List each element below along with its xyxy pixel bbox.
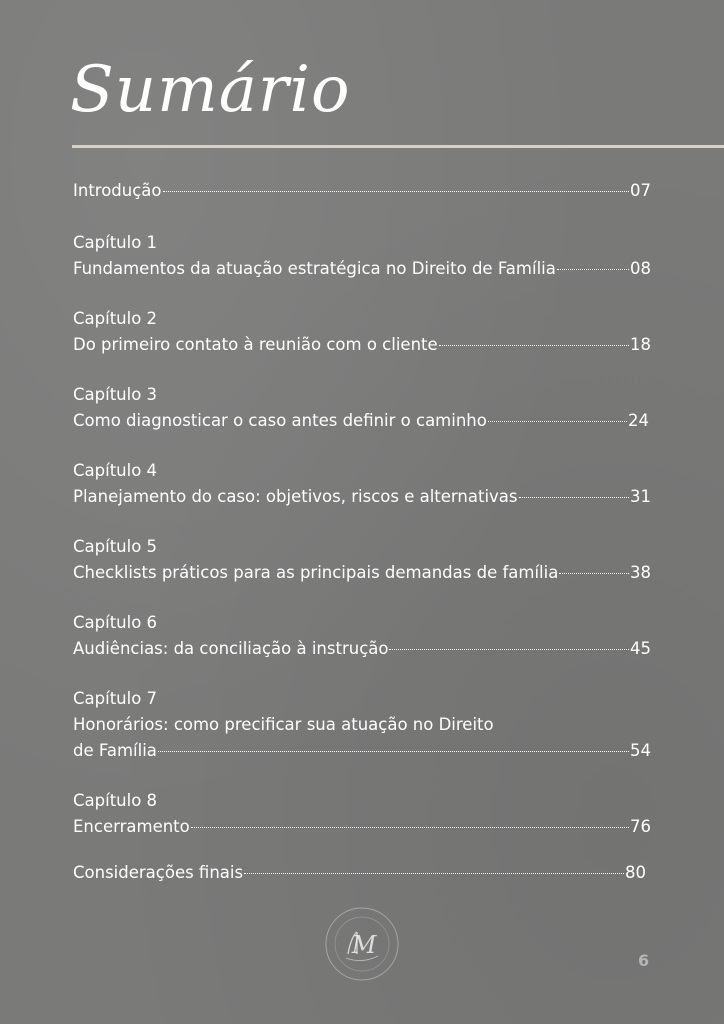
dot-leader [163,191,629,192]
toc-entry-label: Do primeiro contato à reunião com o cliente [73,335,438,354]
dot-leader [519,497,629,498]
toc-page-number: 45 [630,639,651,658]
toc-page-number: 18 [630,335,651,354]
toc-entry-capitulo-7[interactable] [73,686,651,764]
dot-leader [389,649,629,650]
toc-page-number: 07 [630,181,651,200]
toc-entry-label: Considerações finais [73,863,244,882]
toc-entry-capitulo-8[interactable] [73,788,651,840]
title-divider [72,145,724,148]
toc-entry-label: Audiências: da conciliação à instrução [73,639,389,658]
toc-chapter-label: Capítulo 3 [73,385,158,404]
toc-entry-label: Como diagnosticar o caso antes definir o caminho [73,411,487,430]
toc-entry-label: Planejamento do caso: objetivos, riscos e alternativas [73,487,518,506]
toc-chapter-label: Capítulo 6 [73,613,158,632]
toc-page-number: 31 [630,487,651,506]
toc-chapter-label: Capítulo 8 [73,791,158,810]
brand-seal-logo [324,906,400,982]
toc-entry-capitulo-1[interactable] [73,230,651,282]
toc-page-number: 76 [630,817,651,836]
toc-page-number: 24 [628,411,649,430]
toc-entry-introducao[interactable] [73,178,651,204]
toc-entry-label: de Família [73,741,157,760]
dot-leader [191,827,629,828]
toc-entry-consideracoes-finais[interactable] [73,860,651,886]
logo-monogram: M [351,931,377,959]
dot-leader [244,873,624,874]
toc-entry-capitulo-6[interactable] [73,610,651,662]
dot-leader [439,345,629,346]
dot-leader [557,269,629,270]
toc-page-number: 54 [630,741,651,760]
dot-leader [488,421,627,422]
toc-entry-label: Introdução [73,181,162,200]
toc-chapter-label: Capítulo 7 [73,689,158,708]
toc-entry-capitulo-4[interactable] [73,458,651,510]
dot-leader [158,751,629,752]
toc-entry-label: Fundamentos da atuação estratégica no Direito de Família [73,259,556,278]
toc-entry-label: Encerramento [73,817,190,836]
toc-chapter-label: Capítulo 5 [73,537,158,556]
toc-chapter-label: Capítulo 4 [73,461,158,480]
toc-entry-capitulo-3[interactable] [73,382,651,434]
dot-leader [559,573,629,574]
toc-entry-capitulo-2[interactable] [73,306,651,358]
page-title: Sumário [70,53,351,127]
toc-entry-capitulo-5[interactable] [73,534,651,586]
toc-page-number: 38 [630,563,651,582]
page-number: 6 [638,951,650,970]
toc-chapter-label: Capítulo 2 [73,309,158,328]
toc-chapter-label: Capítulo 1 [73,233,158,252]
toc-entry-label: Checklists práticos para as principais demandas de família [73,563,559,582]
toc-page-number: 08 [630,259,651,278]
toc-entry-label-line-1: Honorários: como precificar sua atuação no Direito [73,715,494,734]
toc-page-number: 80 [625,863,646,882]
